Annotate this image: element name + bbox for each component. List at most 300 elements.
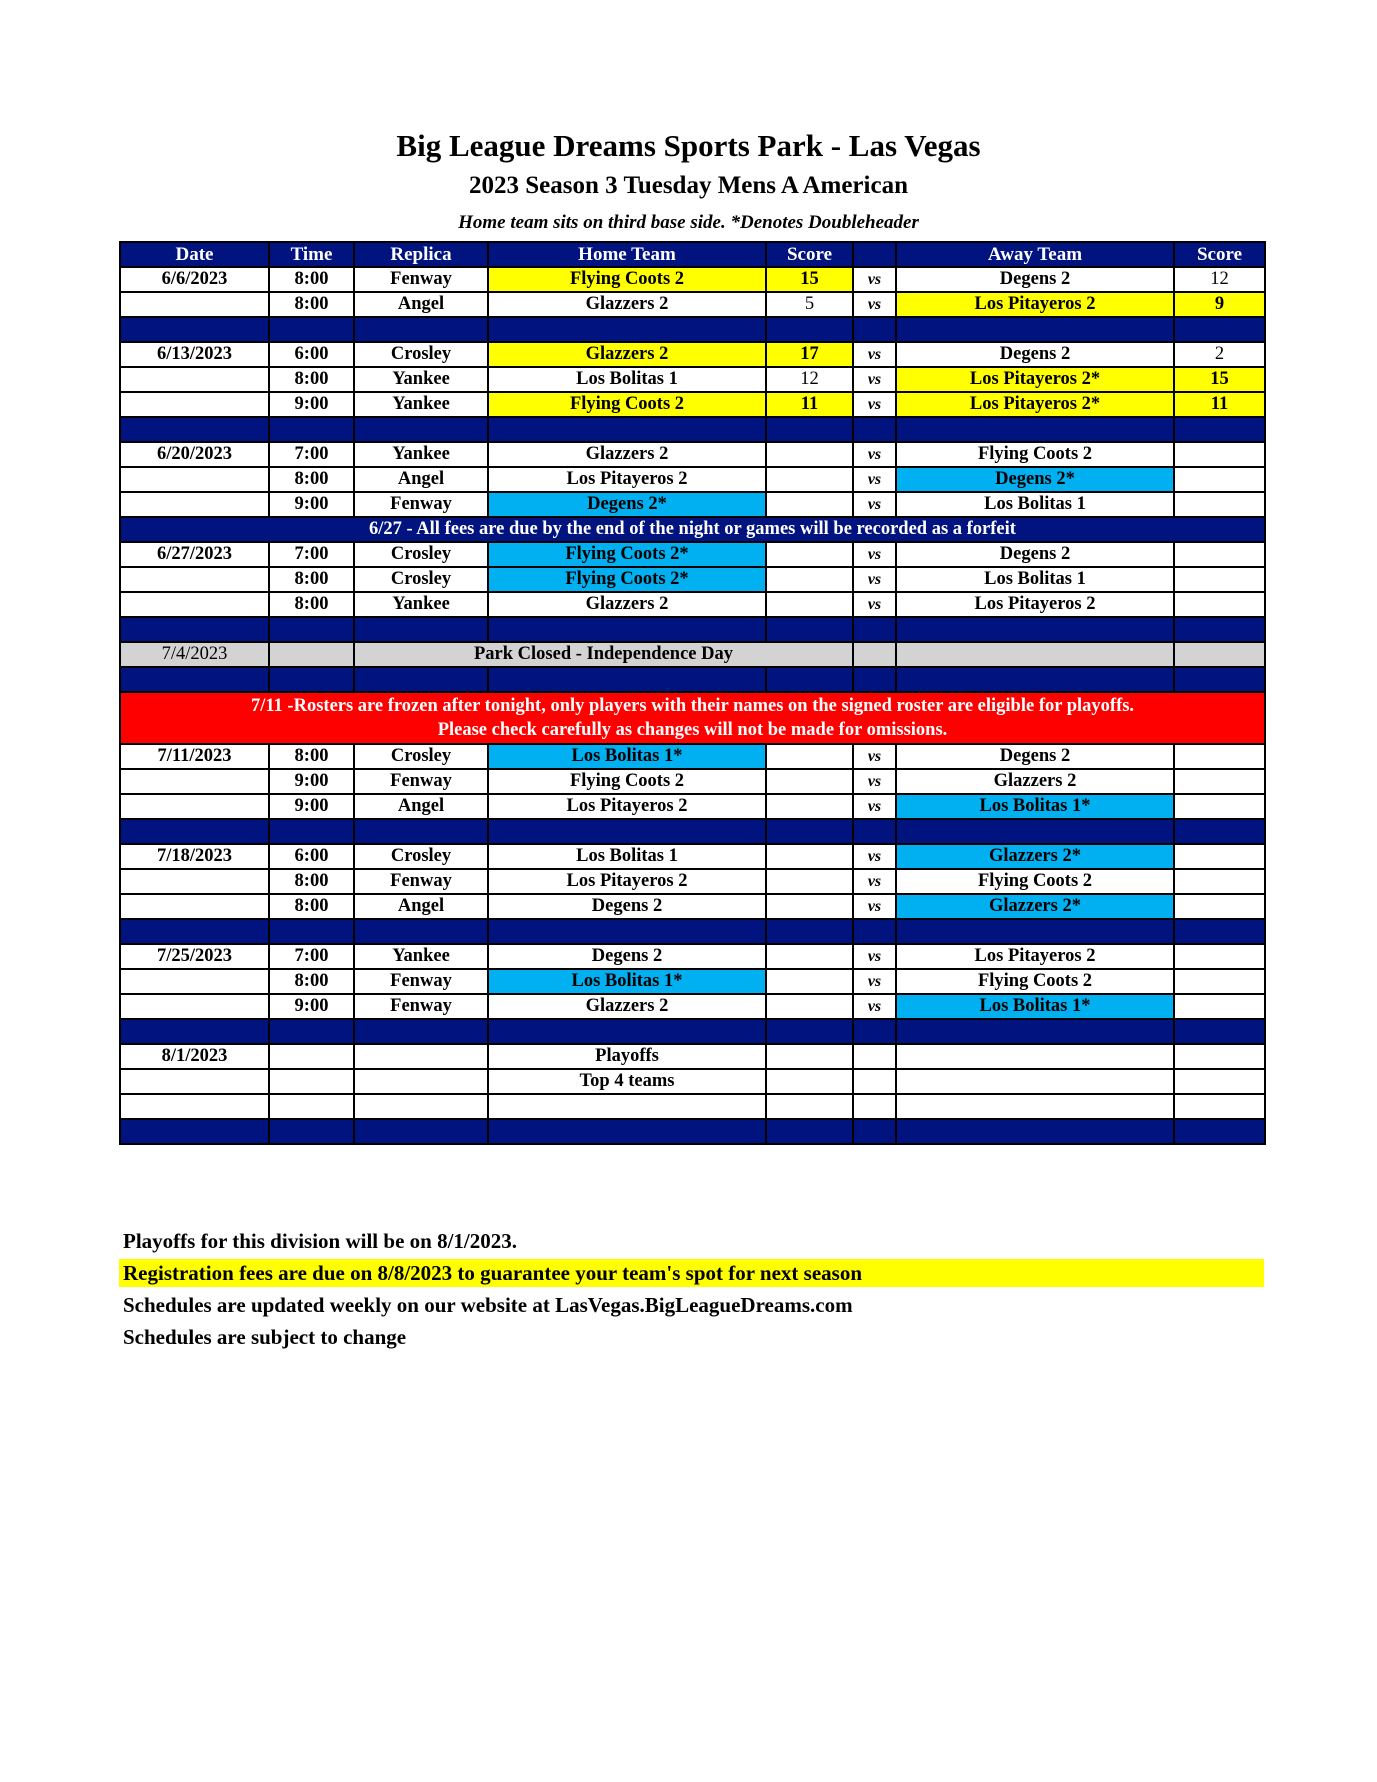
separator-cell bbox=[354, 1019, 488, 1044]
separator-cell bbox=[354, 617, 488, 642]
home-score-cell bbox=[766, 744, 853, 769]
game-row bbox=[120, 994, 1265, 1019]
separator-cell bbox=[269, 317, 354, 342]
home-team-cell: Glazzers 2 bbox=[488, 592, 766, 617]
date-cell bbox=[120, 492, 269, 517]
time-cell: 6:00 bbox=[269, 844, 354, 869]
vs-cell: vs bbox=[853, 769, 896, 794]
replica-cell bbox=[354, 1069, 488, 1094]
vs-cell: vs bbox=[853, 844, 896, 869]
vs-cell: vs bbox=[853, 592, 896, 617]
away-score-cell bbox=[1174, 442, 1265, 467]
game-row bbox=[120, 944, 1265, 969]
vs-cell: vs bbox=[853, 392, 896, 417]
time-cell: 8:00 bbox=[269, 367, 354, 392]
closed-text: Park Closed - Independence Day bbox=[354, 642, 853, 667]
home-score-cell: 11 bbox=[766, 392, 853, 417]
away-team-cell bbox=[896, 1069, 1174, 1094]
home-team-cell: Flying Coots 2 bbox=[488, 392, 766, 417]
separator-cell bbox=[1174, 317, 1265, 342]
separator-cell bbox=[269, 417, 354, 442]
home-team-cell: Los Bolitas 1* bbox=[488, 744, 766, 769]
separator-row bbox=[120, 317, 1265, 342]
separator-cell bbox=[488, 919, 766, 944]
home-team-cell: Playoffs bbox=[488, 1044, 766, 1069]
game-row bbox=[120, 869, 1265, 894]
game-row bbox=[120, 292, 1265, 317]
home-score-cell: 15 bbox=[766, 267, 853, 292]
home-score-cell: 12 bbox=[766, 367, 853, 392]
date-cell bbox=[120, 367, 269, 392]
time-cell: 9:00 bbox=[269, 794, 354, 819]
away-team-cell bbox=[896, 642, 1174, 667]
separator-cell bbox=[120, 417, 269, 442]
away-score-cell bbox=[1174, 1044, 1265, 1069]
game-row bbox=[120, 267, 1265, 292]
vs-cell: vs bbox=[853, 969, 896, 994]
away-score-cell: 2 bbox=[1174, 342, 1265, 367]
separator-row bbox=[120, 417, 1265, 442]
date-cell: 7/4/2023 bbox=[120, 642, 269, 667]
time-cell bbox=[269, 1044, 354, 1069]
alert-line-1: 7/11 -Rosters are frozen after tonight, only players with their names on the signed roster are eligible for playoffs. bbox=[250, 696, 1135, 716]
replica-cell: Yankee bbox=[354, 442, 488, 467]
time-cell: 8:00 bbox=[269, 744, 354, 769]
date-cell: 6/13/2023 bbox=[120, 342, 269, 367]
home-team-cell: Los Pitayeros 2 bbox=[488, 794, 766, 819]
away-team-cell: Los Pitayeros 2 bbox=[896, 592, 1174, 617]
away-team-cell: Degens 2 bbox=[896, 744, 1174, 769]
date-cell bbox=[120, 769, 269, 794]
separator-cell bbox=[120, 317, 269, 342]
separator-cell bbox=[488, 1019, 766, 1044]
away-score-cell bbox=[1174, 1094, 1265, 1119]
game-row bbox=[120, 467, 1265, 492]
away-team-cell: Los Pitayeros 2* bbox=[896, 367, 1174, 392]
date-cell: 6/27/2023 bbox=[120, 542, 269, 567]
away-score-cell bbox=[1174, 944, 1265, 969]
replica-cell: Fenway bbox=[354, 869, 488, 894]
header-home-team: Home Team bbox=[488, 242, 766, 267]
vs-cell: vs bbox=[853, 794, 896, 819]
away-score-cell bbox=[1174, 642, 1265, 667]
alert-line-2: Please check carefully as changes will not be made for omissions. bbox=[437, 720, 948, 740]
page-subtitle: 2023 Season 3 Tuesday Mens A American bbox=[469, 172, 908, 199]
vs-cell: vs bbox=[853, 267, 896, 292]
vs-cell: vs bbox=[853, 467, 896, 492]
separator-cell bbox=[354, 919, 488, 944]
away-score-cell: 15 bbox=[1174, 367, 1265, 392]
replica-cell: Crosley bbox=[354, 542, 488, 567]
home-score-cell bbox=[766, 969, 853, 994]
schedule-table bbox=[119, 241, 1266, 1145]
home-score-cell bbox=[766, 542, 853, 567]
replica-cell: Crosley bbox=[354, 744, 488, 769]
home-team-cell: Glazzers 2 bbox=[488, 994, 766, 1019]
separator-cell bbox=[766, 417, 853, 442]
separator-cell bbox=[766, 1119, 853, 1144]
footer-playoffs-note: Playoffs for this division will be on 8/1/2023. bbox=[123, 1229, 517, 1253]
date-cell: 6/20/2023 bbox=[120, 442, 269, 467]
separator-cell bbox=[354, 667, 488, 692]
date-cell bbox=[120, 994, 269, 1019]
home-score-cell bbox=[766, 894, 853, 919]
away-score-cell bbox=[1174, 567, 1265, 592]
home-team-cell: Los Pitayeros 2 bbox=[488, 467, 766, 492]
separator-row bbox=[120, 667, 1265, 692]
notice-row bbox=[120, 517, 1265, 542]
separator-cell bbox=[354, 417, 488, 442]
separator-cell bbox=[1174, 819, 1265, 844]
separator-cell bbox=[766, 617, 853, 642]
time-cell: 8:00 bbox=[269, 292, 354, 317]
footer-change-note: Schedules are subject to change bbox=[123, 1325, 407, 1349]
home-team-cell: Glazzers 2 bbox=[488, 292, 766, 317]
date-cell bbox=[120, 392, 269, 417]
game-row bbox=[120, 592, 1265, 617]
separator-row bbox=[120, 919, 1265, 944]
away-score-cell bbox=[1174, 467, 1265, 492]
separator-cell bbox=[766, 317, 853, 342]
replica-cell bbox=[354, 1094, 488, 1119]
footer-website-note: Schedules are updated weekly on our website at LasVegas.BigLeagueDreams.com bbox=[123, 1293, 853, 1317]
time-cell: 9:00 bbox=[269, 392, 354, 417]
home-team-cell: Degens 2* bbox=[488, 492, 766, 517]
vs-cell: vs bbox=[853, 292, 896, 317]
separator-cell bbox=[853, 919, 896, 944]
separator-row bbox=[120, 617, 1265, 642]
replica-cell bbox=[354, 1044, 488, 1069]
replica-cell: Crosley bbox=[354, 342, 488, 367]
separator-cell bbox=[853, 819, 896, 844]
game-row bbox=[120, 744, 1265, 769]
home-score-cell: 5 bbox=[766, 292, 853, 317]
separator-cell bbox=[896, 1119, 1174, 1144]
separator-row bbox=[120, 1019, 1265, 1044]
separator-cell bbox=[488, 667, 766, 692]
separator-row bbox=[120, 1119, 1265, 1144]
vs-cell: vs bbox=[853, 994, 896, 1019]
game-row bbox=[120, 367, 1265, 392]
game-row bbox=[120, 969, 1265, 994]
separator-cell bbox=[120, 667, 269, 692]
time-cell: 8:00 bbox=[269, 267, 354, 292]
home-score-cell bbox=[766, 1069, 853, 1094]
away-score-cell bbox=[1174, 542, 1265, 567]
away-score-cell: 9 bbox=[1174, 292, 1265, 317]
time-cell bbox=[269, 1069, 354, 1094]
time-cell bbox=[269, 642, 354, 667]
schedule-body bbox=[120, 267, 1265, 1144]
game-row bbox=[120, 894, 1265, 919]
time-cell: 7:00 bbox=[269, 442, 354, 467]
replica-cell: Fenway bbox=[354, 267, 488, 292]
away-team-cell: Los Bolitas 1 bbox=[896, 492, 1174, 517]
separator-cell bbox=[896, 317, 1174, 342]
home-team-cell: Los Bolitas 1 bbox=[488, 367, 766, 392]
date-cell bbox=[120, 1069, 269, 1094]
separator-cell bbox=[766, 1019, 853, 1044]
home-team-cell: Glazzers 2 bbox=[488, 342, 766, 367]
time-cell: 8:00 bbox=[269, 567, 354, 592]
home-score-cell bbox=[766, 442, 853, 467]
separator-cell bbox=[853, 417, 896, 442]
separator-cell bbox=[766, 919, 853, 944]
vs-cell bbox=[853, 1094, 896, 1119]
away-team-cell bbox=[896, 1044, 1174, 1069]
separator-cell bbox=[354, 819, 488, 844]
game-row bbox=[120, 1044, 1265, 1069]
vs-cell: vs bbox=[853, 567, 896, 592]
home-score-cell bbox=[766, 592, 853, 617]
away-score-cell bbox=[1174, 1069, 1265, 1094]
date-cell bbox=[120, 969, 269, 994]
away-team-cell bbox=[896, 1094, 1174, 1119]
vs-cell bbox=[853, 1069, 896, 1094]
away-team-cell: Flying Coots 2 bbox=[896, 869, 1174, 894]
date-cell bbox=[120, 869, 269, 894]
away-score-cell bbox=[1174, 994, 1265, 1019]
separator-cell bbox=[896, 667, 1174, 692]
time-cell: 9:00 bbox=[269, 769, 354, 794]
separator-cell bbox=[896, 417, 1174, 442]
away-team-cell: Degens 2 bbox=[896, 267, 1174, 292]
away-team-cell: Glazzers 2 bbox=[896, 769, 1174, 794]
away-score-cell bbox=[1174, 969, 1265, 994]
date-cell bbox=[120, 794, 269, 819]
home-score-cell bbox=[766, 869, 853, 894]
separator-cell bbox=[269, 919, 354, 944]
separator-row bbox=[120, 819, 1265, 844]
game-row bbox=[120, 794, 1265, 819]
replica-cell: Angel bbox=[354, 292, 488, 317]
date-cell: 7/18/2023 bbox=[120, 844, 269, 869]
away-team-cell: Los Pitayeros 2* bbox=[896, 392, 1174, 417]
separator-cell bbox=[1174, 919, 1265, 944]
away-team-cell: Los Pitayeros 2 bbox=[896, 292, 1174, 317]
away-team-cell: Glazzers 2* bbox=[896, 844, 1174, 869]
away-score-cell bbox=[1174, 869, 1265, 894]
time-cell: 8:00 bbox=[269, 467, 354, 492]
time-cell: 8:00 bbox=[269, 869, 354, 894]
home-score-cell bbox=[766, 567, 853, 592]
separator-cell bbox=[120, 819, 269, 844]
separator-cell bbox=[488, 417, 766, 442]
home-score-cell bbox=[766, 492, 853, 517]
away-score-cell bbox=[1174, 592, 1265, 617]
time-cell: 7:00 bbox=[269, 542, 354, 567]
home-score-cell: 17 bbox=[766, 342, 853, 367]
game-row bbox=[120, 844, 1265, 869]
separator-cell bbox=[120, 1019, 269, 1044]
separator-cell bbox=[766, 819, 853, 844]
separator-cell bbox=[269, 1019, 354, 1044]
separator-cell bbox=[488, 317, 766, 342]
footer-registration-note: Registration fees are due on 8/8/2023 to guarantee your team's spot for next season bbox=[119, 1259, 1264, 1287]
vs-cell: vs bbox=[853, 367, 896, 392]
vs-cell: vs bbox=[853, 492, 896, 517]
replica-cell: Fenway bbox=[354, 769, 488, 794]
date-cell: 8/1/2023 bbox=[120, 1044, 269, 1069]
date-cell bbox=[120, 292, 269, 317]
replica-cell: Fenway bbox=[354, 492, 488, 517]
replica-cell: Angel bbox=[354, 894, 488, 919]
separator-cell bbox=[488, 1119, 766, 1144]
home-team-cell: Flying Coots 2* bbox=[488, 542, 766, 567]
separator-cell bbox=[1174, 1019, 1265, 1044]
time-cell: 8:00 bbox=[269, 592, 354, 617]
home-score-cell bbox=[766, 794, 853, 819]
date-cell: 6/6/2023 bbox=[120, 267, 269, 292]
away-team-cell: Degens 2 bbox=[896, 342, 1174, 367]
replica-cell: Yankee bbox=[354, 367, 488, 392]
away-team-cell: Los Bolitas 1* bbox=[896, 794, 1174, 819]
separator-cell bbox=[896, 819, 1174, 844]
game-row bbox=[120, 542, 1265, 567]
date-cell bbox=[120, 467, 269, 492]
game-row bbox=[120, 1094, 1265, 1119]
vs-cell: vs bbox=[853, 894, 896, 919]
time-cell: 6:00 bbox=[269, 342, 354, 367]
game-row bbox=[120, 492, 1265, 517]
header-home-score: Score bbox=[766, 242, 853, 267]
replica-cell: Fenway bbox=[354, 969, 488, 994]
separator-cell bbox=[853, 1019, 896, 1044]
away-score-cell bbox=[1174, 769, 1265, 794]
home-score-cell bbox=[766, 769, 853, 794]
vs-cell: vs bbox=[853, 869, 896, 894]
home-score-cell bbox=[766, 467, 853, 492]
date-cell bbox=[120, 592, 269, 617]
vs-cell bbox=[853, 1044, 896, 1069]
vs-cell: vs bbox=[853, 442, 896, 467]
replica-cell: Yankee bbox=[354, 392, 488, 417]
away-team-cell: Flying Coots 2 bbox=[896, 969, 1174, 994]
separator-cell bbox=[896, 919, 1174, 944]
separator-cell bbox=[120, 1119, 269, 1144]
date-cell bbox=[120, 1094, 269, 1119]
date-cell: 7/25/2023 bbox=[120, 944, 269, 969]
home-team-cell bbox=[488, 1094, 766, 1119]
separator-cell bbox=[1174, 417, 1265, 442]
away-team-cell: Glazzers 2* bbox=[896, 894, 1174, 919]
date-cell: 7/11/2023 bbox=[120, 744, 269, 769]
home-team-cell: Flying Coots 2* bbox=[488, 567, 766, 592]
separator-cell bbox=[896, 617, 1174, 642]
away-score-cell: 12 bbox=[1174, 267, 1265, 292]
replica-cell: Crosley bbox=[354, 567, 488, 592]
away-score-cell bbox=[1174, 744, 1265, 769]
time-cell: 8:00 bbox=[269, 894, 354, 919]
separator-cell bbox=[853, 1119, 896, 1144]
home-score-cell bbox=[766, 994, 853, 1019]
game-row bbox=[120, 769, 1265, 794]
home-team-cell: Degens 2 bbox=[488, 894, 766, 919]
home-team-cell: Los Bolitas 1* bbox=[488, 969, 766, 994]
alert-row bbox=[120, 692, 1265, 744]
time-cell: 8:00 bbox=[269, 969, 354, 994]
separator-cell bbox=[269, 617, 354, 642]
home-score-cell bbox=[766, 944, 853, 969]
home-score-cell bbox=[766, 844, 853, 869]
away-score-cell bbox=[1174, 492, 1265, 517]
away-team-cell: Los Pitayeros 2 bbox=[896, 944, 1174, 969]
separator-cell bbox=[896, 1019, 1174, 1044]
notice-text: 6/27 - All fees are due by the end of the night or games will be recorded as a forfeit bbox=[120, 517, 1265, 542]
away-team-cell: Degens 2 bbox=[896, 542, 1174, 567]
header-date: Date bbox=[120, 242, 269, 267]
separator-cell bbox=[853, 667, 896, 692]
separator-cell bbox=[488, 819, 766, 844]
home-team-cell: Flying Coots 2 bbox=[488, 769, 766, 794]
time-cell: 9:00 bbox=[269, 492, 354, 517]
vs-cell bbox=[853, 642, 896, 667]
separator-cell bbox=[354, 317, 488, 342]
vs-cell: vs bbox=[853, 542, 896, 567]
date-cell bbox=[120, 567, 269, 592]
time-cell bbox=[269, 1094, 354, 1119]
home-team-cell: Glazzers 2 bbox=[488, 442, 766, 467]
game-row bbox=[120, 392, 1265, 417]
vs-cell: vs bbox=[853, 744, 896, 769]
home-score-cell bbox=[766, 1044, 853, 1069]
alert-cell bbox=[120, 692, 1265, 744]
home-team-cell: Los Bolitas 1 bbox=[488, 844, 766, 869]
game-row bbox=[120, 342, 1265, 367]
game-row bbox=[120, 567, 1265, 592]
separator-cell bbox=[269, 667, 354, 692]
game-row bbox=[120, 1069, 1265, 1094]
away-team-cell: Flying Coots 2 bbox=[896, 442, 1174, 467]
home-score-cell bbox=[766, 1094, 853, 1119]
replica-cell: Yankee bbox=[354, 944, 488, 969]
separator-cell bbox=[1174, 617, 1265, 642]
away-score-cell bbox=[1174, 794, 1265, 819]
separator-cell bbox=[766, 667, 853, 692]
away-score-cell: 11 bbox=[1174, 392, 1265, 417]
separator-cell bbox=[354, 1119, 488, 1144]
time-cell: 9:00 bbox=[269, 994, 354, 1019]
page-title: Big League Dreams Sports Park - Las Vegas bbox=[396, 128, 981, 163]
page-note: Home team sits on third base side. *Denotes Doubleheader bbox=[458, 212, 919, 233]
home-team-cell: Top 4 teams bbox=[488, 1069, 766, 1094]
away-score-cell bbox=[1174, 894, 1265, 919]
header-time: Time bbox=[269, 242, 354, 267]
date-cell bbox=[120, 894, 269, 919]
home-team-cell: Los Pitayeros 2 bbox=[488, 869, 766, 894]
vs-cell: vs bbox=[853, 944, 896, 969]
replica-cell: Angel bbox=[354, 467, 488, 492]
replica-cell: Crosley bbox=[354, 844, 488, 869]
table-header-row bbox=[120, 242, 1265, 267]
header-away-team: Away Team bbox=[896, 242, 1174, 267]
separator-cell bbox=[853, 617, 896, 642]
away-score-cell bbox=[1174, 844, 1265, 869]
separator-cell bbox=[1174, 1119, 1265, 1144]
away-team-cell: Los Bolitas 1* bbox=[896, 994, 1174, 1019]
header-away-score: Score bbox=[1174, 242, 1265, 267]
separator-cell bbox=[488, 617, 766, 642]
separator-cell bbox=[1174, 667, 1265, 692]
vs-cell: vs bbox=[853, 342, 896, 367]
game-row bbox=[120, 442, 1265, 467]
time-cell: 7:00 bbox=[269, 944, 354, 969]
away-team-cell: Los Bolitas 1 bbox=[896, 567, 1174, 592]
replica-cell: Fenway bbox=[354, 994, 488, 1019]
separator-cell bbox=[120, 617, 269, 642]
closed-row bbox=[120, 642, 1265, 667]
header-vs bbox=[853, 242, 896, 267]
